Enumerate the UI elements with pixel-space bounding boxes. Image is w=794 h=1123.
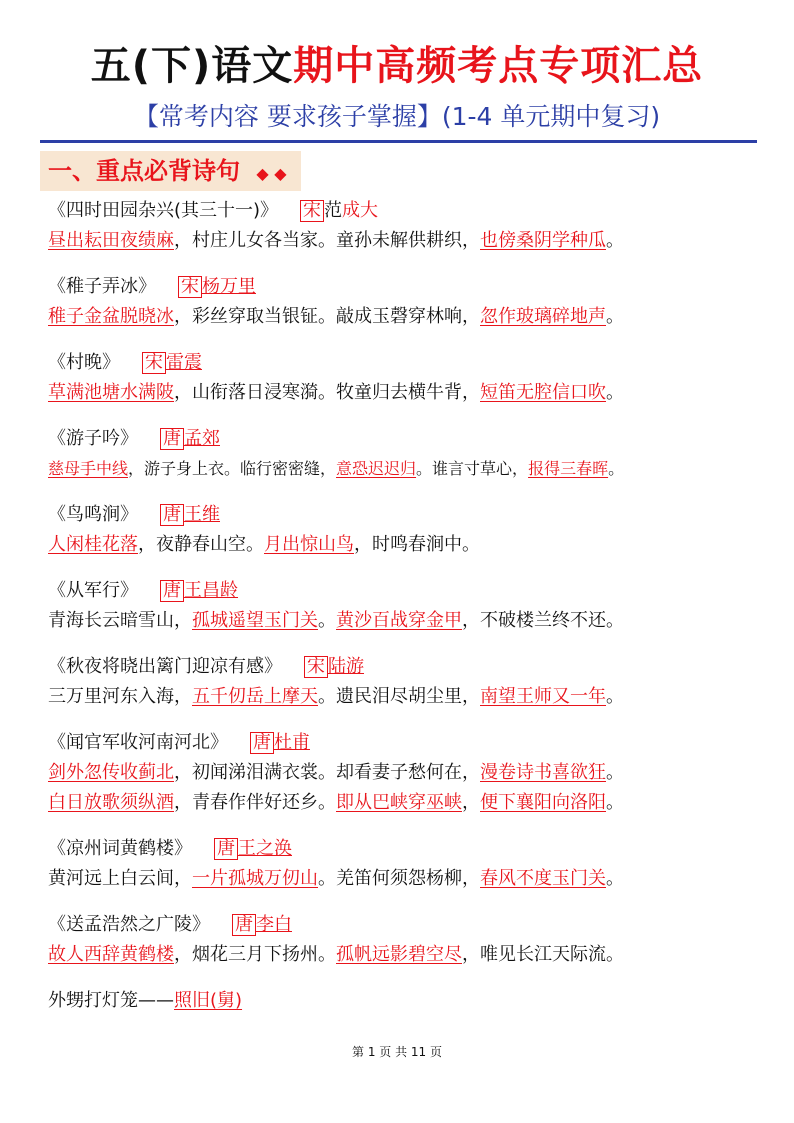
poem-list <box>48 196 778 1016</box>
poem-title-row <box>48 424 778 454</box>
poem-title: 《四时田园杂兴(其三十一)》 <box>48 200 279 221</box>
poem-title-row <box>48 576 778 606</box>
poem-line <box>48 226 778 256</box>
highlighted-verse: 草满池塘水满陂 <box>48 382 174 403</box>
poem-block <box>48 728 778 818</box>
poem-title: 《稚子弄冰》 <box>48 276 156 297</box>
poem-line <box>48 530 778 560</box>
highlighted-verse: 昼出耘田夜绩麻 <box>48 230 174 251</box>
poem-author: 陆游 <box>328 656 364 677</box>
riddle-text: 外甥打灯笼—— <box>48 990 174 1011</box>
verse-text: 。遗民泪尽胡尘里， <box>318 686 480 707</box>
verse-text: ，彩丝穿取当银钲。敲成玉磬穿林响， <box>174 306 480 327</box>
poem-author: 王昌龄 <box>184 580 238 601</box>
highlighted-verse: 月出惊山鸟 <box>264 534 354 555</box>
dynasty-badge: 唐 <box>232 914 256 936</box>
poem-title-row <box>48 728 778 758</box>
poem-title: 《从军行》 <box>48 580 138 601</box>
highlighted-verse: 即从巴峡穿巫峡 <box>336 792 462 813</box>
poem-line <box>48 864 778 894</box>
verse-text: ，夜静春山空。 <box>138 534 264 555</box>
diamond-icon: ◆ ◆ <box>256 164 287 183</box>
verse-text: ，烟花三月下扬州。 <box>174 944 336 965</box>
poem-author: 王之涣 <box>238 838 292 859</box>
highlighted-verse: 白日放歌须纵酒 <box>48 792 174 813</box>
poem-line <box>48 454 778 484</box>
page-subtitle: 【常考内容 要求孩子掌握】(1-4 单元期中复习) <box>133 102 661 131</box>
poem-author: 王维 <box>184 504 220 525</box>
highlighted-verse: 黄沙百战穿金甲 <box>336 610 462 631</box>
poem-line <box>48 758 778 788</box>
poem-title: 《秋夜将晓出篱门迎凉有感》 <box>48 656 282 677</box>
verse-text: 。 <box>606 762 624 783</box>
poem-title: 《鸟鸣涧》 <box>48 504 138 525</box>
author-part: 范 <box>324 200 343 221</box>
highlighted-verse: 孤帆远影碧空尽 <box>336 944 462 965</box>
highlighted-verse: 稚子金盆脱晓冰 <box>48 306 174 327</box>
poem-title: 《游子吟》 <box>48 428 138 449</box>
poem-line <box>48 788 778 818</box>
verse-text: 。 <box>318 610 336 631</box>
verse-text: ，初闻涕泪满衣裳。却看妻子愁何在， <box>174 762 480 783</box>
poem-line <box>48 682 778 712</box>
poem-title-row <box>48 652 778 682</box>
verse-text: ，村庄儿女各当家。童孙未解供耕织， <box>174 230 480 251</box>
verse-text: ，青春作伴好还乡。 <box>174 792 336 813</box>
title-black: 五(下)语文 <box>90 43 294 89</box>
highlighted-verse: 也傍桑阴学种瓜 <box>480 230 606 251</box>
verse-text: 。 <box>606 686 624 707</box>
dynasty-badge: 唐 <box>214 838 238 860</box>
section-heading-text: 一、重点必背诗句 <box>48 157 240 185</box>
highlighted-verse: 意恐迟迟归 <box>336 459 417 478</box>
poem-author <box>324 200 378 221</box>
verse-text: ，山衔落日浸寒漪。牧童归去横牛背， <box>174 382 480 403</box>
highlighted-verse: 五千仞岳上摩天 <box>192 686 318 707</box>
section-heading <box>40 151 301 191</box>
page-title <box>0 40 794 92</box>
highlighted-verse: 春风不度玉门关 <box>480 868 606 889</box>
verse-text: 黄河远上白云间， <box>48 868 192 889</box>
poem-block <box>48 910 778 970</box>
highlighted-verse: 孤城遥望玉门关 <box>192 610 318 631</box>
dynasty-badge: 唐 <box>160 580 184 602</box>
verse-text: ，唯见长江天际流。 <box>462 944 624 965</box>
highlighted-verse: 便下襄阳向洛阳 <box>480 792 606 813</box>
verse-text: ，游子身上衣。临行密密缝， <box>128 459 337 478</box>
dynasty-badge: 宋 <box>142 352 166 374</box>
verse-text: 。 <box>608 459 625 478</box>
poem-block <box>48 652 778 712</box>
poem-title-row <box>48 910 778 940</box>
page-footer: 第 1 页 共 11 页 <box>352 1045 442 1059</box>
poem-line <box>48 940 778 970</box>
verse-text: 。 <box>606 382 624 403</box>
dynasty-badge: 唐 <box>160 504 184 526</box>
poem-block <box>48 424 778 484</box>
poem-title-row <box>48 272 778 302</box>
verse-text: ， <box>462 792 480 813</box>
poem-title-row <box>48 196 778 226</box>
dynasty-badge: 宋 <box>300 200 324 222</box>
poem-title-row <box>48 348 778 378</box>
poem-title: 《凉州词黄鹤楼》 <box>48 838 192 859</box>
verse-text: 。 <box>606 868 624 889</box>
verse-text: 三万里河东入海， <box>48 686 192 707</box>
poem-author: 李白 <box>256 914 292 935</box>
dynasty-badge: 宋 <box>178 276 202 298</box>
poem-title: 《送孟浩然之广陵》 <box>48 914 210 935</box>
dynasty-badge: 唐 <box>160 428 184 450</box>
highlighted-verse: 忽作玻璃碎地声 <box>480 306 606 327</box>
verse-text: 。 <box>606 230 624 251</box>
poem-title: 《村晚》 <box>48 352 120 373</box>
poem-author: 孟郊 <box>184 428 220 449</box>
poem-block <box>48 576 778 636</box>
highlighted-verse: 漫卷诗书喜欲狂 <box>480 762 606 783</box>
highlighted-verse: 剑外忽传收蓟北 <box>48 762 174 783</box>
author-part: 成大 <box>342 200 379 221</box>
verse-text: 青海长云暗雪山， <box>48 610 192 631</box>
title-divider <box>40 140 757 143</box>
highlighted-verse: 人闲桂花落 <box>48 534 138 555</box>
poem-line <box>48 378 778 408</box>
highlighted-verse: 一片孤城万仞山 <box>192 868 318 889</box>
poem-block <box>48 272 778 332</box>
highlighted-verse: 故人西辞黄鹤楼 <box>48 944 174 965</box>
verse-text: 。 <box>606 306 624 327</box>
poem-title-row <box>48 834 778 864</box>
poem-line <box>48 302 778 332</box>
verse-text: ，不破楼兰终不还。 <box>462 610 624 631</box>
verse-text: 。羌笛何须怨杨柳， <box>318 868 480 889</box>
poem-block <box>48 834 778 894</box>
verse-text: 。谁言寸草心， <box>416 459 529 478</box>
dynasty-badge: 宋 <box>304 656 328 678</box>
poem-title: 《闻官军收河南河北》 <box>48 732 228 753</box>
highlighted-verse: 短笛无腔信口吹 <box>480 382 606 403</box>
dynasty-badge: 唐 <box>250 732 274 754</box>
poem-author: 杜甫 <box>274 732 310 753</box>
verse-text: 。 <box>606 792 624 813</box>
riddle-answer: 照旧(舅) <box>174 990 243 1011</box>
riddle-line <box>48 986 778 1016</box>
poem-line <box>48 606 778 636</box>
poem-author: 杨万里 <box>202 276 256 297</box>
poem-block <box>48 196 778 256</box>
verse-text: ，时鸣春涧中。 <box>354 534 480 555</box>
highlighted-verse: 南望王师又一年 <box>480 686 606 707</box>
highlighted-verse: 报得三春晖 <box>528 459 609 478</box>
poem-block <box>48 500 778 560</box>
highlighted-verse: 慈母手中线 <box>48 459 129 478</box>
title-red: 期中高频考点专项汇总 <box>293 43 704 89</box>
poem-title-row <box>48 500 778 530</box>
poem-block <box>48 348 778 408</box>
poem-author: 雷震 <box>166 352 202 373</box>
